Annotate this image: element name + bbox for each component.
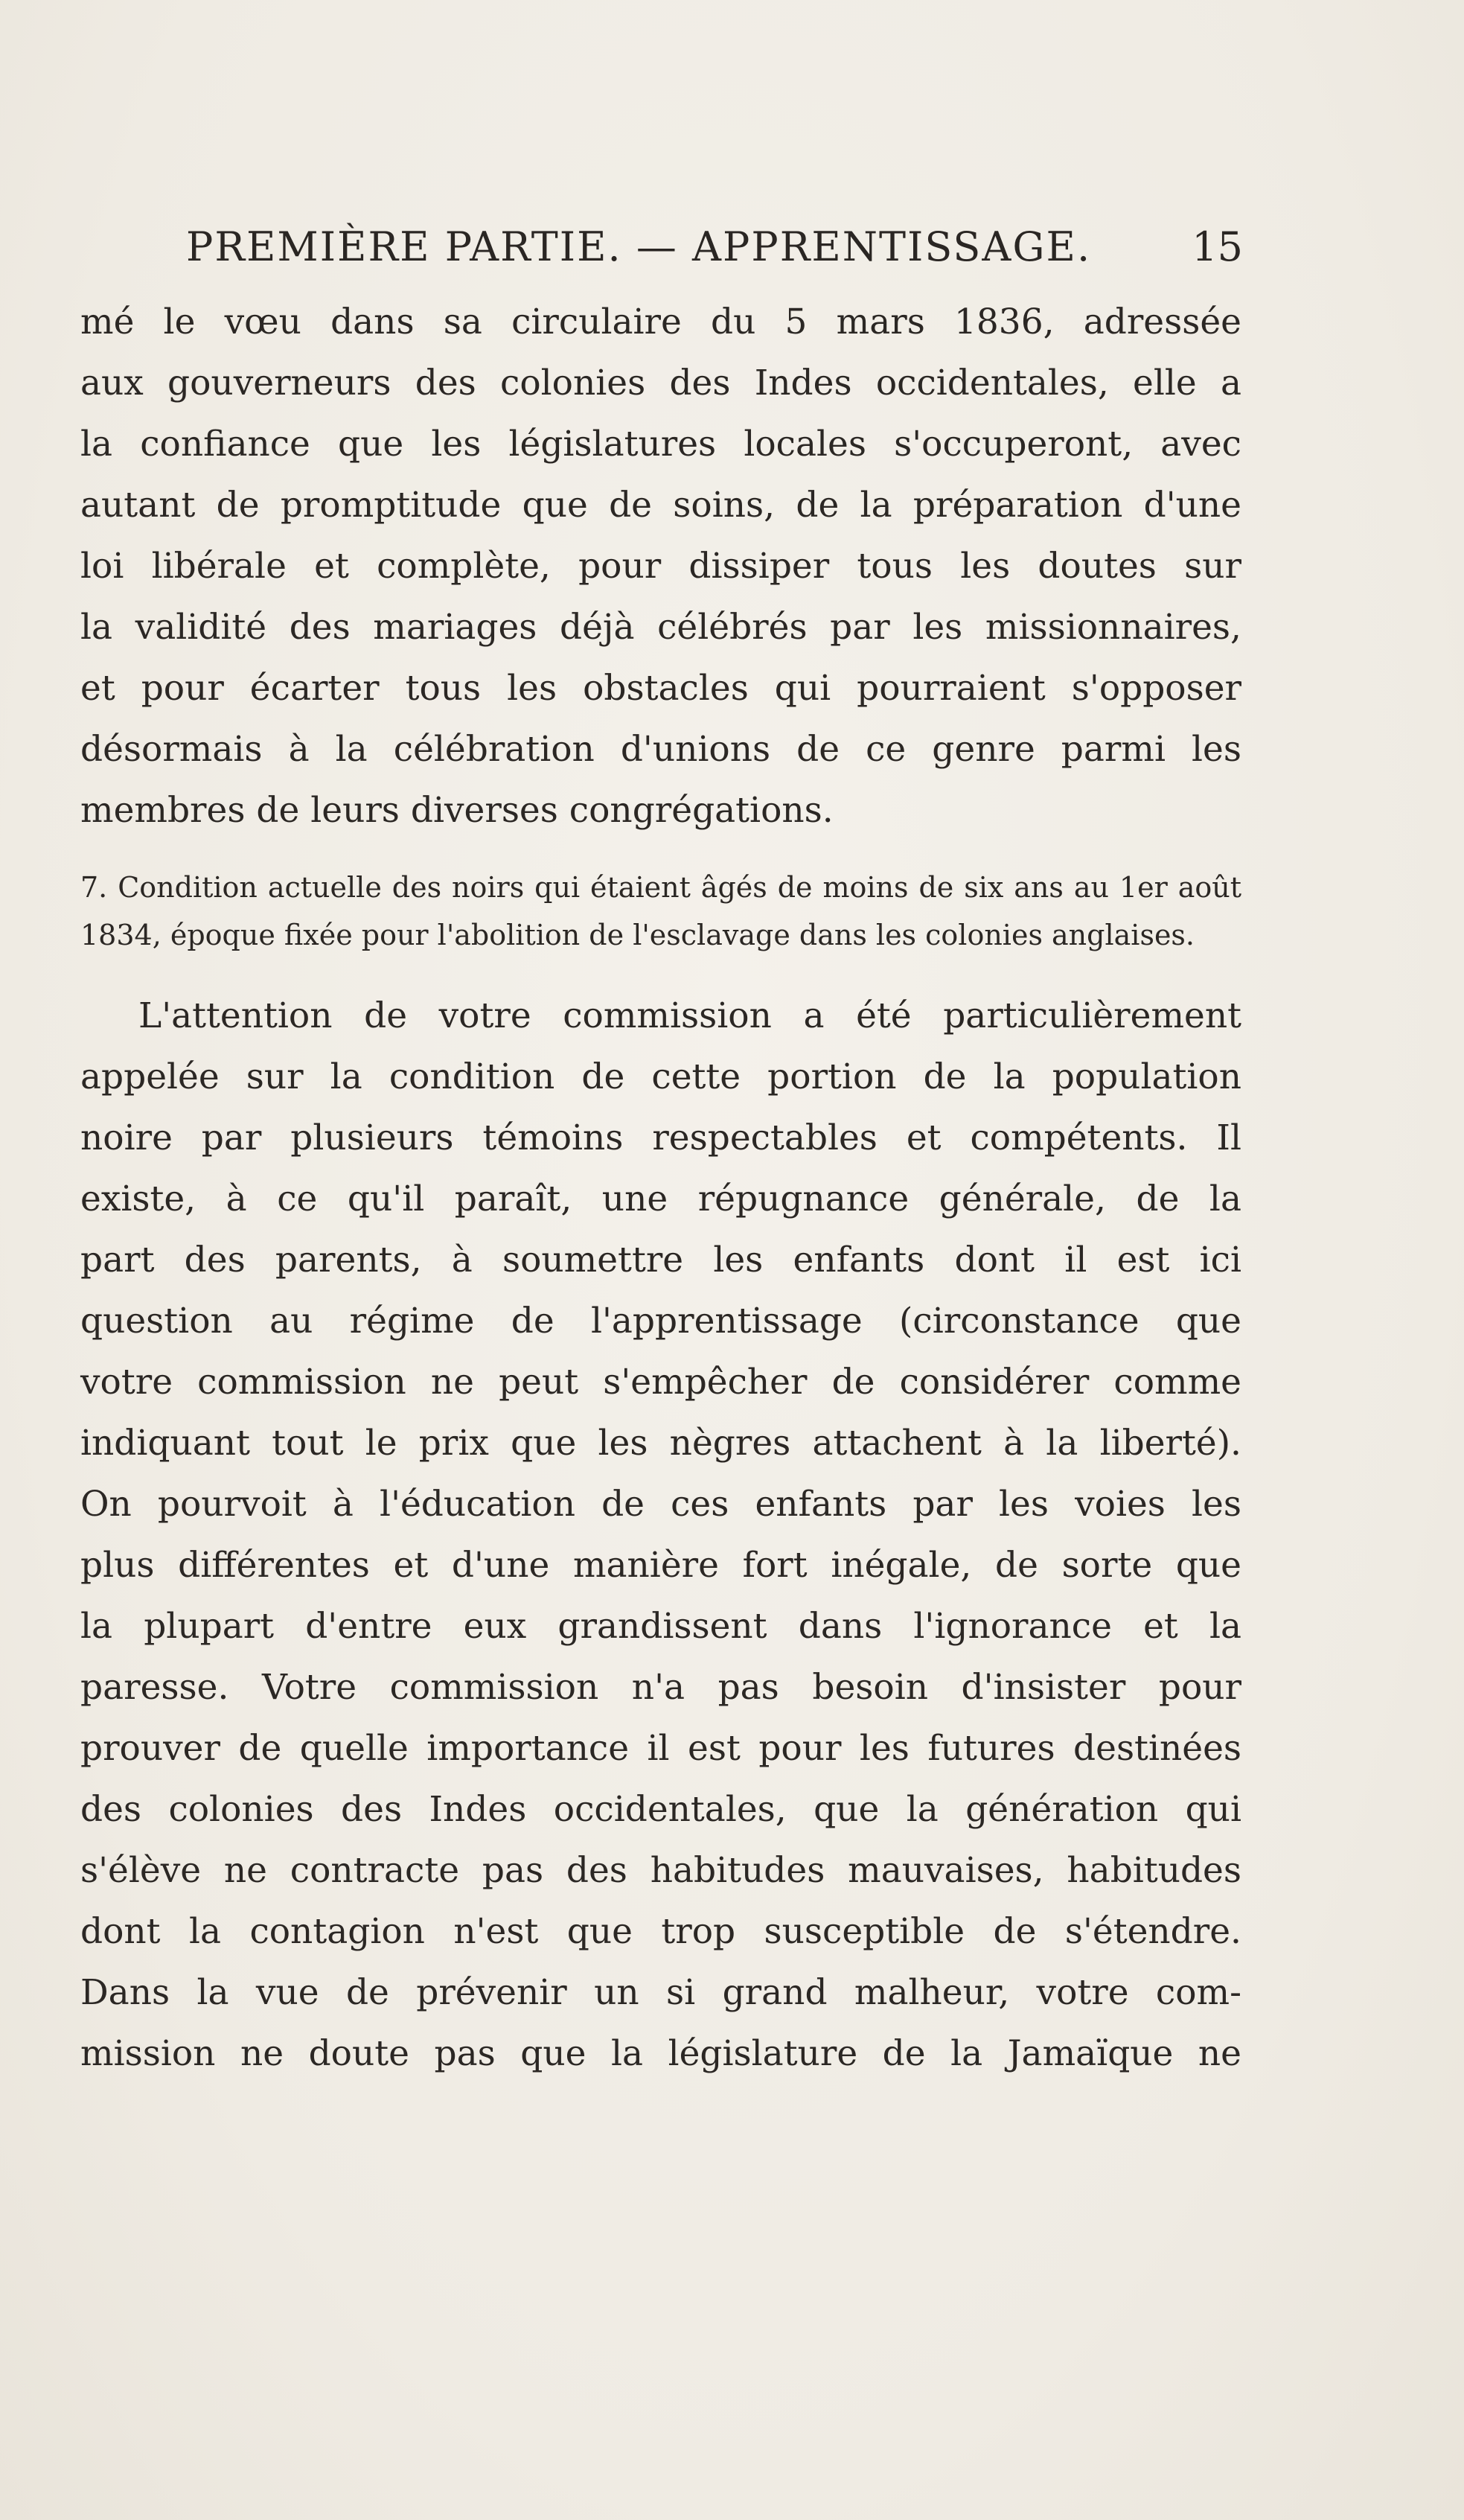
section-heading	[80, 864, 1241, 959]
text-line: Dans la vue de prévenir un si grand malheur, votre com-	[80, 1972, 1241, 2013]
text-line: des colonies des Indes occidentales, que la génération qui	[80, 1789, 1241, 1830]
text-line: mission ne doute pas que la législature de la Jamaïque ne	[80, 2033, 1241, 2074]
page-header	[186, 223, 1243, 283]
text-line: plus différentes et d'une manière fort inégale, de sorte que	[80, 1545, 1241, 1586]
text-line: question au régime de l'apprentissage (circonstance que	[80, 1301, 1241, 1342]
text-line: la confiance que les législatures locales s'occuperont, avec	[80, 424, 1241, 465]
text-line: paresse. Votre commission n'a pas besoin d'insister pour	[80, 1667, 1241, 1708]
heading-line: 1834, époque fixée pour l'abolition de l'esclavage dans les colonies anglaises.	[80, 919, 1195, 951]
body-text	[80, 292, 1241, 2084]
text-line: membres de leurs diverses congrégations.	[80, 790, 834, 831]
page-number: 15	[1192, 223, 1243, 270]
paragraph	[80, 986, 1241, 2084]
text-line: loi libérale et complète, pour dissiper tous les doutes sur	[80, 546, 1241, 587]
text-line: noire par plusieurs témoins respectables et compétents. Il	[80, 1117, 1241, 1158]
text-line: appelée sur la condition de cette portion de la population	[80, 1056, 1241, 1097]
text-line: dont la contagion n'est que trop susceptible de s'étendre.	[80, 1911, 1241, 1952]
text-line: aux gouverneurs des colonies des Indes occidentales, elle a	[80, 363, 1241, 403]
text-line: part des parents, à soumettre les enfants dont il est ici	[80, 1240, 1241, 1280]
text-line: autant de promptitude que de soins, de la préparation d'une	[80, 485, 1241, 526]
text-line: L'attention de votre commission a été particulièrement	[138, 995, 1241, 1036]
text-line: s'élève ne contracte pas des habitudes mauvaises, habitudes	[80, 1850, 1241, 1891]
paragraph-continuation	[80, 292, 1241, 841]
text-line: prouver de quelle importance il est pour les futures destinées	[80, 1728, 1241, 1769]
text-line: existe, à ce qu'il paraît, une répugnance générale, de la	[80, 1178, 1241, 1219]
text-line: indiquant tout le prix que les nègres attachent à la liberté).	[80, 1423, 1241, 1464]
text-line: la plupart d'entre eux grandissent dans l'ignorance et la	[80, 1606, 1241, 1647]
text-line: On pourvoit à l'éducation de ces enfants par les voies les	[80, 1484, 1241, 1525]
text-line: mé le vœu dans sa circulaire du 5 mars 1836, adressée	[80, 302, 1241, 342]
text-line: désormais à la célébration d'unions de ce genre parmi les	[80, 729, 1241, 770]
text-line: votre commission ne peut s'empêcher de considérer comme	[80, 1362, 1241, 1403]
heading-line: 7. Condition actuelle des noirs qui étaient âgés de moins de six ans au 1er août	[80, 871, 1241, 904]
running-head: PREMIÈRE PARTIE. — APPRENTISSAGE.	[186, 223, 1092, 270]
text-line: la validité des mariages déjà célébrés par les missionnaires,	[80, 607, 1241, 648]
text-line: et pour écarter tous les obstacles qui pourraient s'opposer	[80, 668, 1241, 709]
